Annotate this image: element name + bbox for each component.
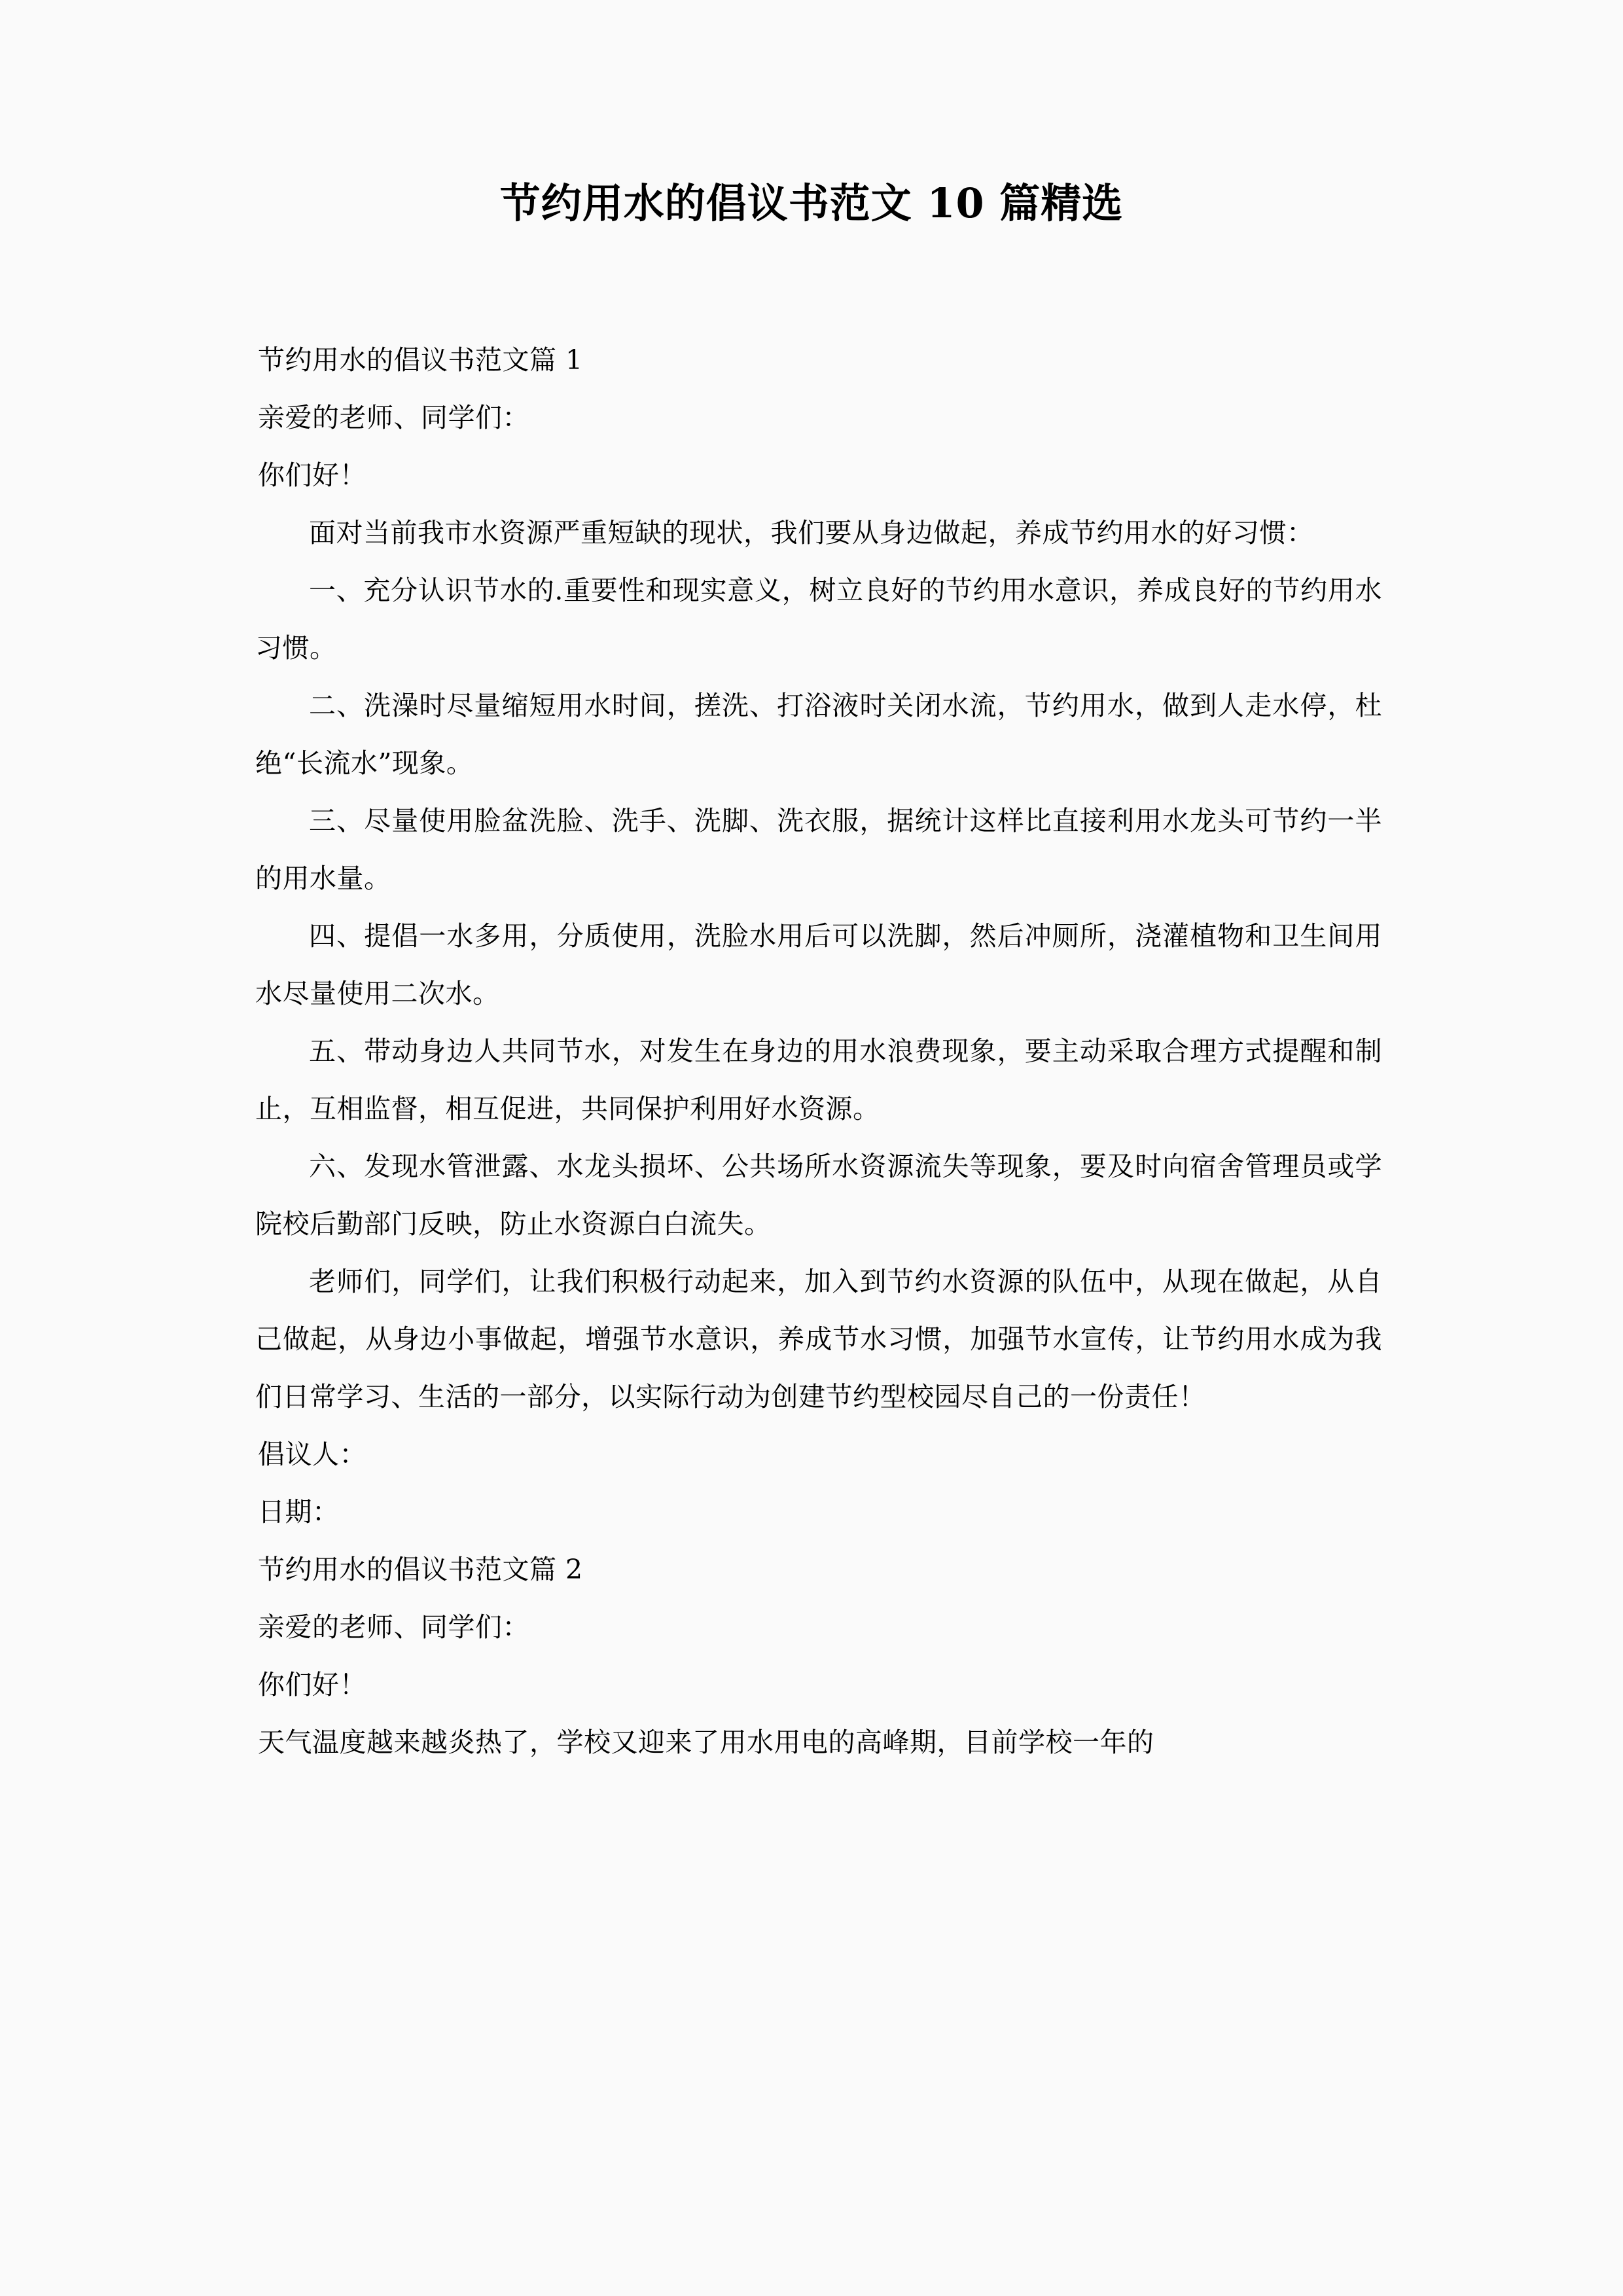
section-heading: 节约用水的倡议书范文篇 1 xyxy=(258,344,583,376)
date-label: 日期： xyxy=(258,1496,340,1528)
greeting-line: 你们好！ xyxy=(258,1669,366,1700)
numbered-list-item: 六、发现水管泄露、水龙头损坏、公共场所水资源流失等现象，要及时向宿舍管理员或学院校后勤部门反映，防止水资源白白流失。 xyxy=(255,1151,1382,1240)
signature-label: 倡议人： xyxy=(258,1439,366,1470)
numbered-list-item: 五、带动身边人共同节水，对发生在身边的用水浪费现象，要主动采取合理方式提醒和制止，互相监督，相互促进，共同保护利用好水资源。 xyxy=(255,1035,1382,1124)
salutation-line: 亲爱的老师、同学们： xyxy=(258,402,529,433)
section-heading: 节约用水的倡议书范文篇 2 xyxy=(258,1554,583,1585)
greeting-line: 你们好！ xyxy=(258,459,366,491)
numbered-list-item: 三、尽量使用脸盆洗脸、洗手、洗脚、洗衣服，据统计这样比直接利用水龙头可节约一半的用水量。 xyxy=(255,805,1382,894)
numbered-list-item: 四、提倡一水多用，分质使用，洗脸水用后可以洗脚，然后冲厕所，浇灌植物和卫生间用水尽量使用二次水。 xyxy=(255,920,1382,1009)
numbered-list-item: 二、洗澡时尽量缩短用水时间，搓洗、打浴液时关闭水流，节约用水，做到人走水停，杜绝“长流水”现象。 xyxy=(255,690,1382,779)
body-paragraph: 老师们，同学们，让我们积极行动起来，加入到节约水资源的队伍中，从现在做起，从自己做起，从身边小事做起，增强节水意识，养成节水习惯，加强节水宣传，让节约用水成为我们日常学习、生活的一部分，以实际行动为创建节约型校园尽自己的一份责任！ xyxy=(255,1266,1382,1412)
numbered-list-item: 一、充分认识节水的.重要性和现实意义，树立良好的节约用水意识，养成良好的节约用水习惯。 xyxy=(255,575,1382,664)
page-title: 节约用水的倡议书范文 10 篇精选 xyxy=(499,179,1124,227)
body-paragraph: 天气温度越来越炎热了，学校又迎来了用水用电的高峰期，目前学校一年的 xyxy=(258,1727,1154,1758)
body-paragraph: 面对当前我市水资源严重短缺的现状，我们要从身边做起，养成节约用水的好习惯： xyxy=(309,517,1314,548)
document-body xyxy=(255,331,1382,1771)
salutation-line: 亲爱的老师、同学们： xyxy=(258,1611,529,1643)
